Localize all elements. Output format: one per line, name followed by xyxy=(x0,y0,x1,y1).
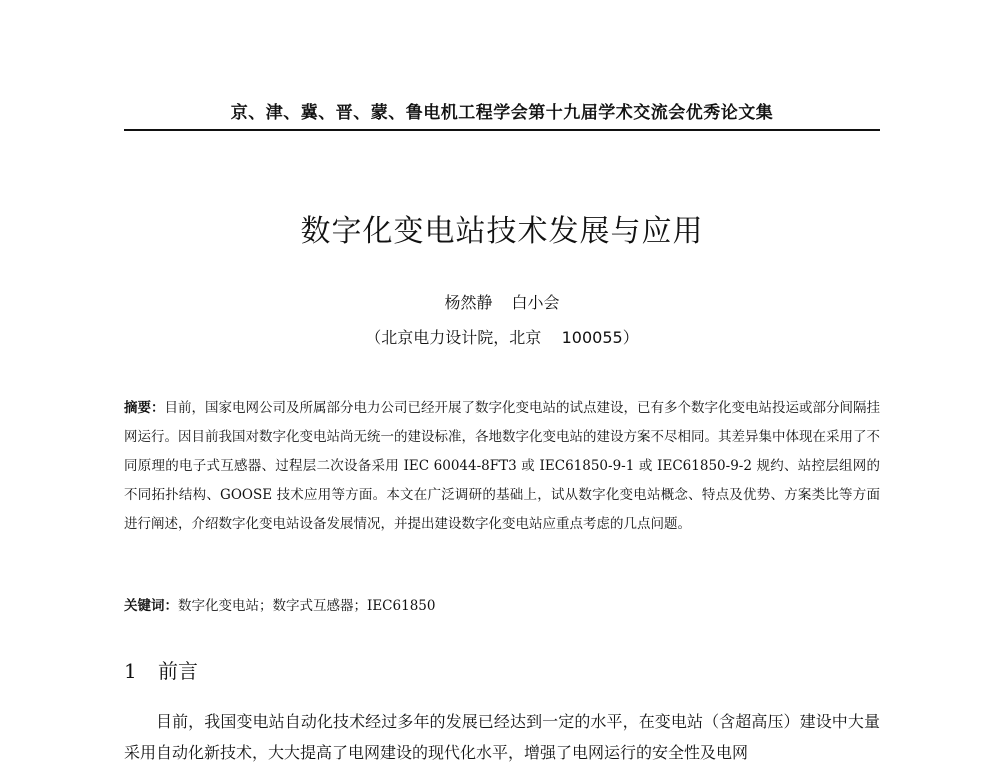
running-header: 京、津、冀、晋、蒙、鲁电机工程学会第十九届学术交流会优秀论文集 xyxy=(230,103,774,123)
paper-title: 数字化变电站技术发展与应用 xyxy=(300,214,704,249)
authors: 杨然静 白小会 xyxy=(444,293,560,312)
abstract-text: 目前，国家电网公司及所属部分电力公司已经开展了数字化变电站的试点建设，已有多个数字化变电站投运或部分间隔挂网运行。因目前我国对数字化变电站尚无统一的建设标准，各地数字化变电站的建设方案不尽相同。其差异集中体现在采用了不同原理的电子式互感器、过程层二次设备采用 IEC 60044-8FT3 或 IEC61850-9-1 或 IEC61850-9-2 规约、站控层组网的不同拓扑结构、GOOSE 技术应用等方面。本文在广泛调研的基础上，试从数字化变电站概念、特点及优势、方案类比等方面进行阐述，介绍数字化变电站设备发展情况，并提出建设数字化变电站应重点考虑的几点问题。 xyxy=(124,400,880,532)
keywords xyxy=(124,593,880,619)
abstract-label: 摘要： xyxy=(124,400,165,416)
header-rule xyxy=(124,129,880,131)
section-heading xyxy=(124,656,198,686)
keywords-label: 关键词： xyxy=(124,598,178,614)
keywords-text: 数字化变电站；数字式互感器；IEC61850 xyxy=(178,598,436,614)
section-title: 前言 xyxy=(158,659,198,683)
affiliation: （北京电力设计院，北京 100055） xyxy=(365,328,639,347)
abstract xyxy=(124,394,880,539)
section-number: 1 xyxy=(124,659,137,683)
body-paragraph: 目前，我国变电站自动化技术经过多年的发展已经达到一定的水平，在变电站（含超高压）建设中大量采用自动化新技术，大大提高了电网建设的现代化水平，增强了电网运行的安全性及电网 xyxy=(124,712,880,762)
